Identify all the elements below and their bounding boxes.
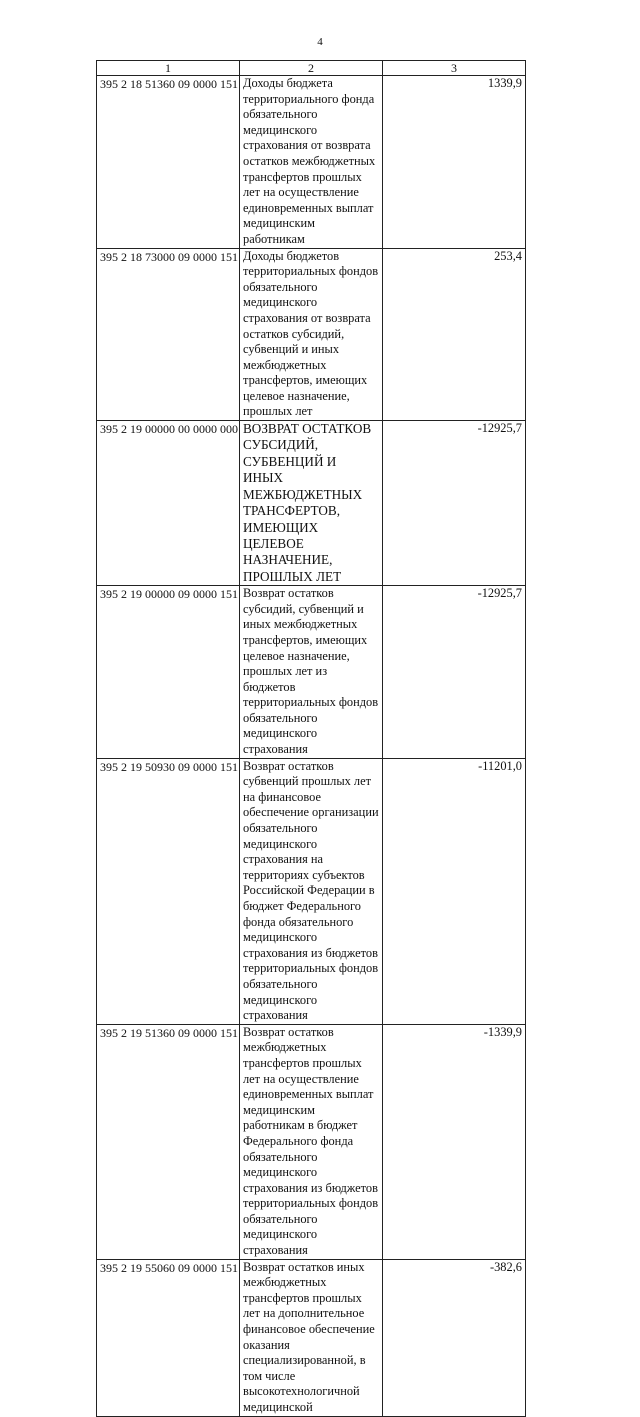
row-description: Возврат остатков межбюджетных трансфертов прошлых лет на осуществление единовременных выплат медицинским работникам в бюджет Федерального фонда обязательного медицинского страхования из бюджетов территориальных фондов обязательного медицинского страхования (240, 1024, 383, 1259)
row-amount: 1339,9 (383, 76, 526, 249)
table-row (97, 421, 526, 586)
row-amount: 253,4 (383, 248, 526, 421)
table-header-row (97, 61, 526, 76)
table-row (97, 758, 526, 1024)
table-row (97, 1259, 526, 1416)
row-amount: -12925,7 (383, 421, 526, 586)
column-header-3: 3 (383, 61, 526, 76)
budget-table (96, 60, 526, 1417)
column-header-1: 1 (97, 61, 240, 76)
budget-code: 395 2 18 73000 09 0000 151 (97, 248, 240, 421)
table-row (97, 76, 526, 249)
column-header-2: 2 (240, 61, 383, 76)
row-description: ВОЗВРАТ ОСТАТКОВ СУБСИДИЙ, СУБВЕНЦИЙ И ИНЫХ МЕЖБЮДЖЕТНЫХ ТРАНСФЕРТОВ, ИМЕЮЩИХ ЦЕЛЕВОЕ НАЗНАЧЕНИЕ, ПРОШЛЫХ ЛЕТ (240, 421, 383, 586)
table-row (97, 586, 526, 759)
row-description: Возврат остатков иных межбюджетных трансфертов прошлых лет на дополнительное финансовое обеспечение оказания специализированной, в том числе высокотехнологичной медицинской (240, 1259, 383, 1416)
row-description: Возврат остатков субсидий, субвенций и иных межбюджетных трансфертов, имеющих целевое назначение, прошлых лет из бюджетов территориальных фондов обязательного медицинского страхования (240, 586, 383, 759)
budget-code: 395 2 19 51360 09 0000 151 (97, 1024, 240, 1259)
budget-code: 395 2 19 00000 09 0000 151 (97, 586, 240, 759)
table-row (97, 1024, 526, 1259)
budget-code: 395 2 19 55060 09 0000 151 (97, 1259, 240, 1416)
row-amount: -11201,0 (383, 758, 526, 1024)
table-row (97, 248, 526, 421)
page-number: 4 (317, 36, 323, 48)
row-description: Доходы бюджета территориального фонда обязательного медицинского страхования от возврата остатков межбюджетных трансфертов прошлых лет на осуществление единовременных выплат медицинским работникам (240, 76, 383, 249)
row-description: Доходы бюджетов территориальных фондов обязательного медицинского страхования от возврата остатков субсидий, субвенций и иных межбюджетных трансфертов, имеющих целевое назначение, прошлых лет (240, 248, 383, 421)
budget-code: 395 2 18 51360 09 0000 151 (97, 76, 240, 249)
row-amount: -12925,7 (383, 586, 526, 759)
row-amount: -382,6 (383, 1259, 526, 1416)
row-description: Возврат остатков субвенций прошлых лет на финансовое обеспечение организации обязательного медицинского страхования на территориях субъектов Российской Федерации в бюджет Федерального фонда обязательного медицинского страхования из бюджетов территориальных фондов обязательного медицинского страхования (240, 758, 383, 1024)
budget-code: 395 2 19 50930 09 0000 151 (97, 758, 240, 1024)
row-amount: -1339,9 (383, 1024, 526, 1259)
budget-code: 395 2 19 00000 00 0000 000 (97, 421, 240, 586)
